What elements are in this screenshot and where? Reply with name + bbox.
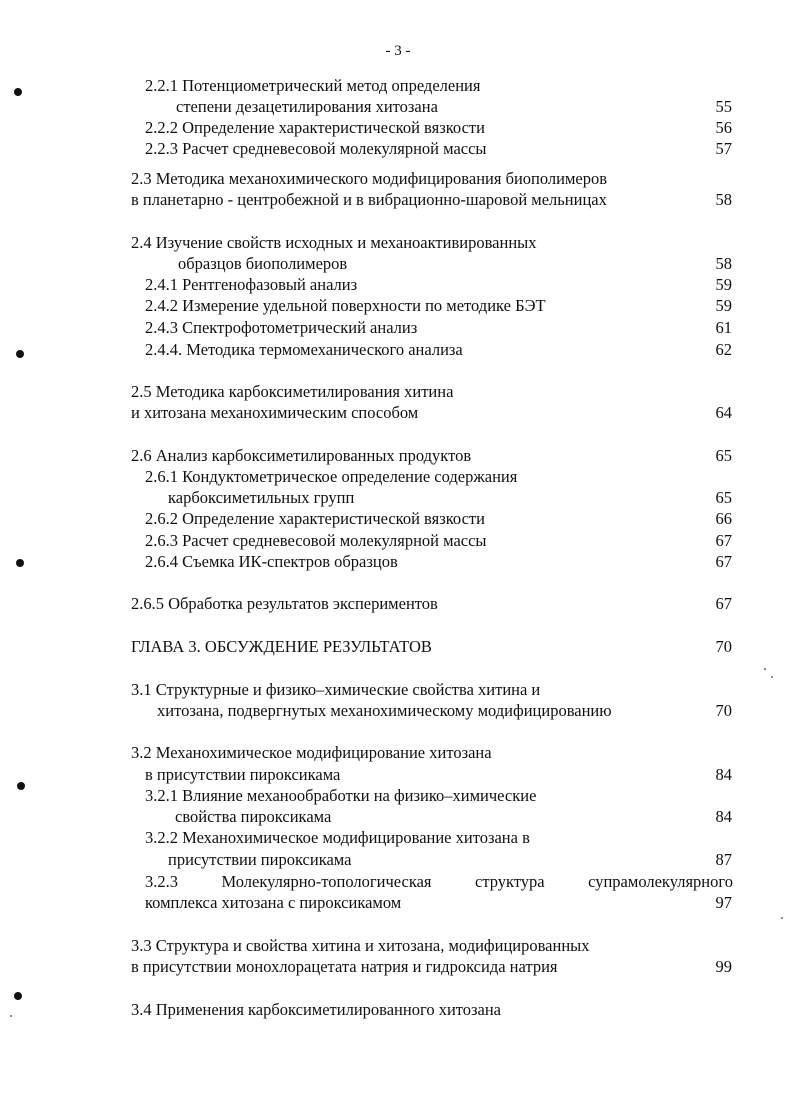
- toc-page-number: 87: [715, 850, 732, 869]
- toc-entry-text: 2.2.2 Определение характеристической вязкости: [145, 118, 485, 137]
- toc-entry-text: присутствии пироксикама: [168, 850, 352, 869]
- toc-page-number: 84: [715, 765, 732, 784]
- toc-entry-text: в присутствии монохлорацетата натрия и гидроксида натрия: [131, 957, 558, 976]
- toc-page-number: 66: [715, 509, 732, 528]
- toc-entry-text: 3.2.1 Влияние механообработки на физико–химические: [145, 786, 537, 805]
- toc-entry-text: 2.4.1 Рентгенофазовый анализ: [145, 275, 358, 294]
- toc-entry-text: 2.6.5 Обработка результатов экспериментов: [131, 594, 438, 613]
- toc-entry-number: 3.2.3: [145, 872, 178, 891]
- toc-entry-text: в планетарно - центробежной и в вибрационно-шаровой мельницах: [131, 190, 607, 209]
- toc-page-number: 67: [715, 594, 732, 613]
- page-number: - 3 -: [385, 43, 411, 59]
- toc-entry-text: 2.4.4. Методика термомеханического анализа: [145, 340, 463, 359]
- toc-entry-text: 3.3 Структура и свойства хитина и хитозана, модифицированных: [131, 936, 590, 955]
- toc-page-number: 59: [715, 296, 732, 315]
- toc-entry-text: 3.2.2 Механохимическое модифицирование хитозана в: [145, 828, 530, 847]
- toc-entry-text: 2.4.2 Измерение удельной поверхности по методике БЭТ: [145, 296, 546, 315]
- toc-entry-text: 3.1 Структурные и физико–химические свойства хитина и: [131, 680, 541, 699]
- chapter-heading: ГЛАВА 3. ОБСУЖДЕНИЕ РЕЗУЛЬТАТОВ: [131, 637, 432, 656]
- toc-page-number: 56: [715, 118, 732, 137]
- toc-entry-text: 2.4 Изучение свойств исходных и механоактивированных: [131, 233, 537, 252]
- binder-dot: [14, 992, 22, 1000]
- toc-entry-text: в присутствии пироксикама: [145, 765, 341, 784]
- binder-dot: [17, 782, 25, 790]
- toc-page-number: 67: [715, 552, 732, 571]
- toc-entry-text: 2.6.2 Определение характеристической вязкости: [145, 509, 485, 528]
- toc-entry-text: 2.4.3 Спектрофотометрический анализ: [145, 318, 418, 337]
- toc-page-number: 58: [715, 254, 732, 273]
- toc-entry-text: 2.2.3 Расчет средневесовой молекулярной массы: [145, 139, 487, 158]
- toc-word: Молекулярно-топологическая: [221, 872, 432, 891]
- toc-entry-text: 2.5 Методика карбоксиметилирования хитина: [131, 382, 454, 401]
- scan-speck: [10, 1015, 12, 1017]
- toc-page-number: 67: [715, 531, 732, 550]
- toc-page-number: 70: [715, 637, 732, 656]
- toc-page-number: 55: [715, 97, 732, 116]
- scan-speck: [771, 676, 773, 678]
- toc-page-number: 64: [715, 403, 732, 422]
- toc-entry-text: образцов биополимеров: [178, 254, 348, 273]
- toc-entry-text: 3.2 Механохимическое модифицирование хитозана: [131, 743, 492, 762]
- toc-page-number: 57: [715, 139, 732, 158]
- toc-entry-text: 2.6 Анализ карбоксиметилированных продуктов: [131, 446, 472, 465]
- toc-entry-text: и хитозана механохимическим способом: [131, 403, 419, 422]
- binder-dot: [16, 559, 24, 567]
- toc-page-number: 97: [715, 893, 732, 912]
- toc-entry-text: 2.6.4 Съемка ИК-спектров образцов: [145, 552, 398, 571]
- toc-word: структура: [475, 872, 545, 891]
- toc-word: супрамолекулярного: [588, 872, 733, 891]
- toc-entry-text: степени дезацетилирования хитозана: [176, 97, 438, 116]
- toc-page-number: 59: [715, 275, 732, 294]
- toc-justified-line: [145, 874, 733, 891]
- toc-page-number: 99: [715, 957, 732, 976]
- toc-entry-text: 2.3 Методика механохимического модифицирования биополимеров: [131, 169, 608, 188]
- toc-entry-text: 2.2.1 Потенциометрический метод определения: [145, 76, 481, 95]
- toc-entry-text: 2.6.1 Кондуктометрическое определение содержания: [145, 467, 518, 486]
- scan-speck: [764, 668, 766, 670]
- toc-page-number: 65: [715, 446, 732, 465]
- toc-page-number: 84: [715, 807, 732, 826]
- toc-entry-text: 3.4 Применения карбоксиметилированного хитозана: [131, 1000, 502, 1019]
- toc-page-number: 70: [715, 701, 732, 720]
- toc-page-number: 65: [715, 488, 732, 507]
- toc-entry-text: карбоксиметильных групп: [168, 488, 355, 507]
- toc-entry-text: комплекса хитозана с пироксикамом: [145, 893, 402, 912]
- toc-entry-text: хитозана, подвергнутых механохимическому модифицированию: [157, 701, 612, 720]
- scan-speck: [781, 917, 783, 919]
- binder-dot: [16, 350, 24, 358]
- toc-page-number: 62: [715, 340, 732, 359]
- toc-page-number: 58: [715, 190, 732, 209]
- toc-entry-text: свойства пироксикама: [175, 807, 332, 826]
- toc-page-number: 61: [715, 318, 732, 337]
- toc-entry-text: 2.6.3 Расчет средневесовой молекулярной массы: [145, 531, 487, 550]
- binder-dot: [14, 88, 22, 96]
